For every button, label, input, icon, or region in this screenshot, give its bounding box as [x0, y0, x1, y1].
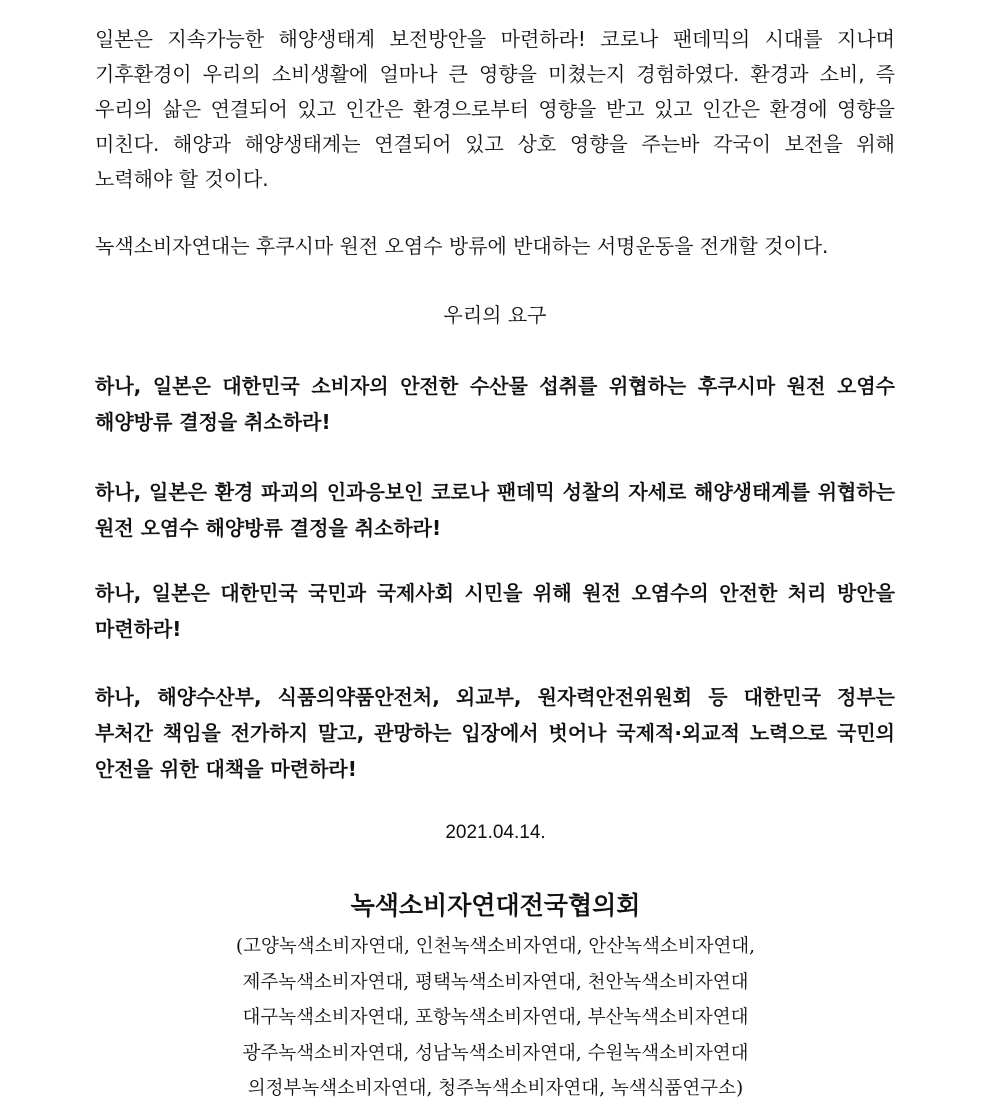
campaign-paragraph: 녹색소비자연대는 후쿠시마 원전 오염수 방류에 반대하는 서명운동을 전개할 것이다.	[95, 234, 829, 258]
member-line: 의정부녹색소비자연대, 청주녹색소비자연대, 녹색식품연구소)	[247, 1078, 744, 1099]
statement-date: 2021.04.14.	[445, 822, 546, 843]
demands-heading: 우리의 요구	[443, 303, 547, 327]
demand-item: 하나, 일본은 대한민국 소비자의 안전한 수산물 섭취를 위협하는 후쿠시마 원전 오염수 해양방류 결정을 취소하라!	[95, 374, 895, 434]
member-line: 제주녹색소비자연대, 평택녹색소비자연대, 천안녹색소비자연대	[242, 971, 749, 993]
member-line: (고양녹색소비자연대, 인천녹색소비자연대, 안산녹색소비자연대,	[235, 936, 756, 957]
demand-item: 하나, 해양수산부, 식품의약품안전처, 외교부, 원자력안전위원회 등 대한민국 정부는 부처간 책임을 전가하지 말고, 관망하는 입장에서 벗어나 국제적·외교적 노력으로 국민의 안전을 위한 대책을 마련하라!	[95, 685, 895, 781]
member-line: 대구녹색소비자연대, 포항녹색소비자연대, 부산녹색소비자연대	[242, 1007, 749, 1028]
intro-paragraph: 일본은 지속가능한 해양생태계 보전방안을 마련하라! 코로나 팬데믹의 시대를 지나며 기후환경이 우리의 소비생활에 얼마나 큰 영향을 미쳤는지 경험하였다. 환경과 소비, 즉 우리의 삶은 연결되어 있고 인간은 환경으로부터 영향을 받고 있고 인간은 환경에 영향을 미친다. 해양과 해양생태계는 연결되어 있고 상호 영향을 주는바 각국이 보전을 위해 노력해야 할 것이다.	[95, 27, 895, 191]
organization-name: 녹색소비자연대전국협의회	[350, 891, 641, 920]
member-line: 광주녹색소비자연대, 성남녹색소비자연대, 수원녹색소비자연대	[242, 1042, 749, 1064]
demand-item: 하나, 일본은 환경 파괴의 인과응보인 코로나 팬데믹 성찰의 자세로 해양생태계를 위협하는 원전 오염수 해양방류 결정을 취소하라!	[95, 480, 895, 540]
demand-item: 하나, 일본은 대한민국 국민과 국제사회 시민을 위해 원전 오염수의 안전한 처리 방안을 마련하라!	[95, 581, 895, 641]
member-list	[0, 929, 991, 1107]
